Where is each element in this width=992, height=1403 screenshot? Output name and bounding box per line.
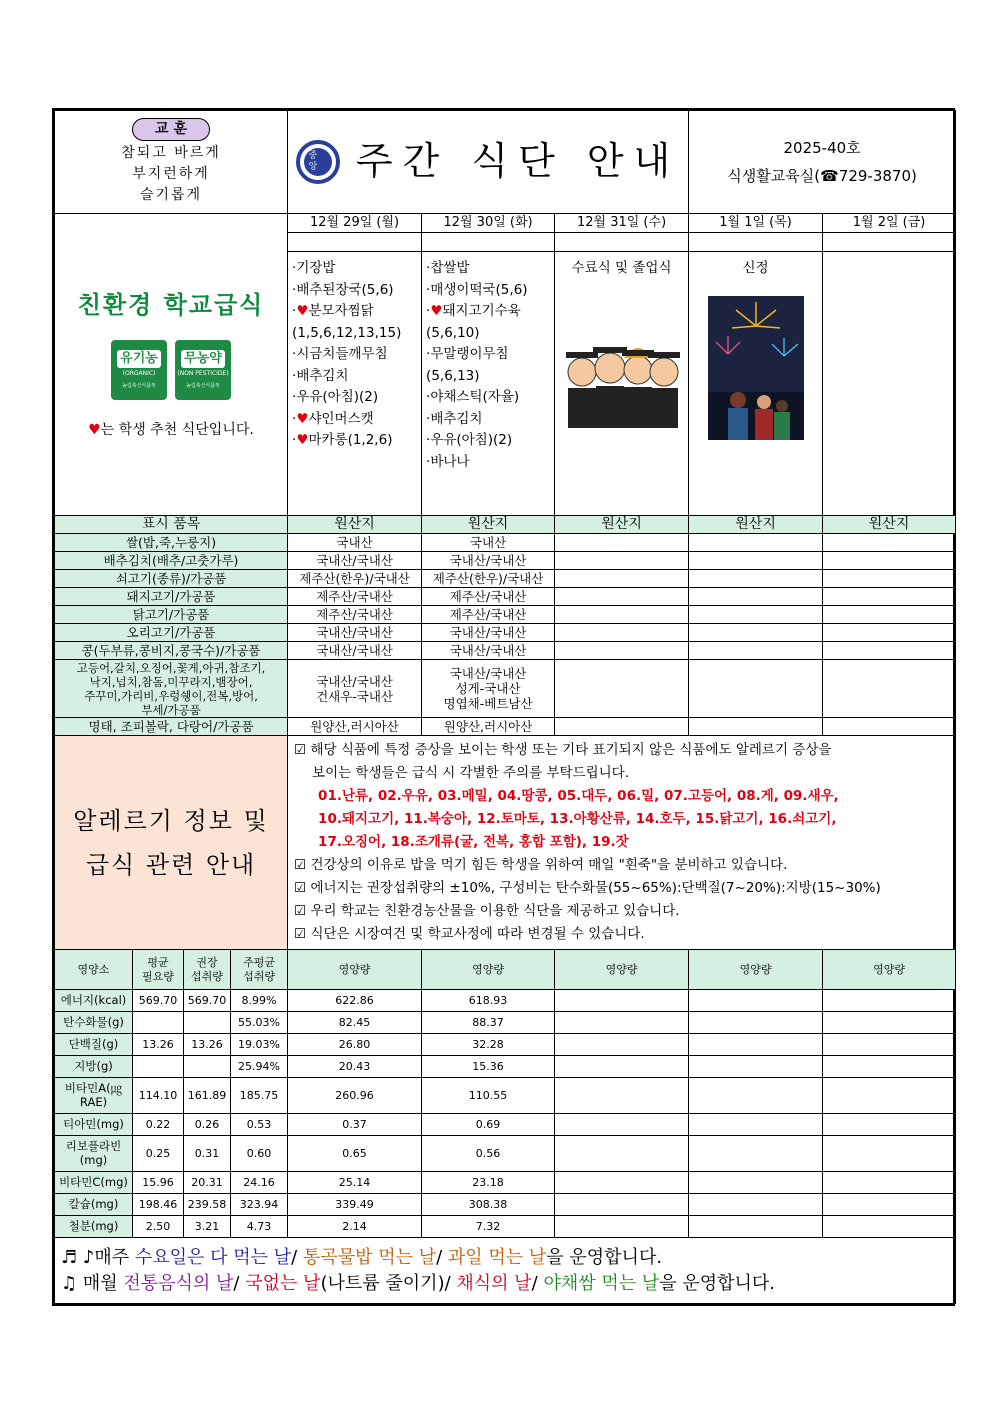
- menu-item: ·매생이떡국(5,6): [426, 281, 528, 298]
- nut-tue: 110.55: [422, 1078, 555, 1114]
- nut-header-fri: 영양량: [823, 950, 956, 990]
- title-cell: [288, 111, 689, 214]
- nut-week: 55.03%: [231, 1012, 288, 1034]
- motto-line-1: 참되고 바르게: [121, 144, 221, 161]
- origin-fish-tue: 국내산/국내산 성게-국내산 명엽채-베트남산: [422, 660, 555, 718]
- day-thu: 1월 1일 (목): [689, 214, 823, 233]
- nut-week: 0.60: [231, 1136, 288, 1172]
- nut-mon: 82.45: [288, 1012, 422, 1034]
- nut-tue: 32.28: [422, 1034, 555, 1056]
- origin-tue: 국내산: [422, 534, 555, 552]
- nut-mon: 339.49: [288, 1194, 422, 1216]
- nutrition-row: [55, 1216, 956, 1238]
- motto-line-3: 슬기롭게: [139, 186, 203, 203]
- origin-row: [55, 588, 956, 606]
- nut-name: 비타민A(㎍ RAE): [55, 1078, 133, 1114]
- menu-tue: [422, 252, 555, 516]
- nut-header-name: 영양소: [55, 950, 133, 990]
- nut-avg: 0.25: [133, 1136, 184, 1172]
- menu-item: ·배추된장국(5,6): [292, 281, 394, 298]
- nut-week: 185.75: [231, 1078, 288, 1114]
- nut-header-tue: 영양량: [422, 950, 555, 990]
- allergy-line-2: ☑ 건강상의 이유로 밥을 먹기 힘든 학생을 위하여 매일 "흰죽"을 분비하고 있습니다.: [294, 857, 788, 873]
- origin-mon: 국내산/국내산: [288, 642, 422, 660]
- origin-row: [55, 552, 956, 570]
- nut-avg: [133, 1056, 184, 1078]
- origin-mon: 국내산/국내산: [288, 552, 422, 570]
- footer-notice: [55, 1238, 956, 1304]
- nut-header-week: 주평균 섭취량: [231, 950, 288, 990]
- nut-tue: 0.69: [422, 1114, 555, 1136]
- nut-avg: [133, 1012, 184, 1034]
- origin-fish-mon: 국내산/국내산 건새우-국내산: [288, 660, 422, 718]
- menu-mon: [288, 252, 422, 516]
- nutrition-row: [55, 1034, 956, 1056]
- origin-mon: 제주산/국내산: [288, 588, 422, 606]
- menu-wed: [555, 252, 689, 516]
- nut-rec: 0.31: [184, 1136, 231, 1172]
- nut-rec: 161.89: [184, 1078, 231, 1114]
- allergy-line-3: ☑ 에너지는 권장섭취량의 ±10%, 구성비는 탄수화물(55~65%):단백질(7~20%):지방(15~30%): [294, 880, 881, 896]
- menu-item: ·♥마카롱(1,2,6): [292, 432, 393, 448]
- menu-item: ·바나나: [426, 453, 470, 470]
- nut-rec: 569.70: [184, 990, 231, 1012]
- origin-item: 배추김치(배추/고춧가루): [55, 552, 288, 570]
- day-fri: 1월 2일 (금): [823, 214, 956, 233]
- school-emblem-icon: 중앙: [296, 140, 340, 184]
- menu-item: ·무말랭이무침: [426, 346, 509, 362]
- nut-tue: 0.56: [422, 1136, 555, 1172]
- nut-rec: 3.21: [184, 1216, 231, 1238]
- nut-name: 철분(mg): [55, 1216, 133, 1238]
- nut-mon: 0.37: [288, 1114, 422, 1136]
- allergy-line-5: ☑ 식단은 시장여건 및 학교사정에 따라 변경될 수 있습니다.: [294, 926, 645, 942]
- menu-item: ·우유(아침)(2): [426, 432, 513, 448]
- nut-tue: 618.93: [422, 990, 555, 1012]
- menu-thu: [689, 252, 823, 516]
- nut-name: 에너지(kcal): [55, 990, 133, 1012]
- nutrition-row: [55, 1012, 956, 1034]
- eco-title: 친환경 학교급식: [77, 290, 265, 319]
- origin-tue: 국내산/국내산: [422, 624, 555, 642]
- nut-tue: 7.32: [422, 1216, 555, 1238]
- nut-rec: 20.31: [184, 1172, 231, 1194]
- origin-fish-item: 고등어,갈치,오징어,꽃게,아귀,참조기, 낙지,넙치,참돔,미꾸라지,뱀장어, 주꾸미,가리비,우렁쉥이,전복,방어, 부세/가공품: [55, 660, 288, 718]
- menu-item: (1,5,6,12,13,15): [292, 324, 402, 341]
- menu-item: ·찹쌀밥: [426, 260, 470, 276]
- nut-week: 24.16: [231, 1172, 288, 1194]
- origin-row: [55, 570, 956, 588]
- nut-mon: 2.14: [288, 1216, 422, 1238]
- origin-item: 닭고기/가공품: [55, 606, 288, 624]
- origin-header-mon: 원산지: [288, 516, 422, 534]
- origin-tue: 제주산/국내산: [422, 606, 555, 624]
- thu-event: 신정: [742, 260, 769, 276]
- menu-item: ·배추김치: [426, 410, 483, 427]
- nut-avg: 569.70: [133, 990, 184, 1012]
- nut-week: 8.99%: [231, 990, 288, 1012]
- allergy-list-2: 10.돼지고기, 11.복숭아, 12.토마토, 13.아황산류, 14.호두, 15.닭고기, 16.쇠고기,: [318, 811, 837, 827]
- allergy-title-2: 급식 관련 안내: [85, 850, 257, 879]
- nut-name: 칼슘(mg): [55, 1194, 133, 1216]
- nut-mon: 26.80: [288, 1034, 422, 1056]
- nut-avg: 2.50: [133, 1216, 184, 1238]
- origin-item: 쌀(밥,죽,누룽지): [55, 534, 288, 552]
- nut-header-thu: 영양량: [689, 950, 823, 990]
- nut-week: 0.53: [231, 1114, 288, 1136]
- nut-rec: [184, 1012, 231, 1034]
- nut-avg: 114.10: [133, 1078, 184, 1114]
- origin-item: 콩(두부류,콩비지,콩국수)/가공품: [55, 642, 288, 660]
- nutrition-row: [55, 1172, 956, 1194]
- menu-item: ·기장밥: [292, 260, 336, 276]
- nut-mon: 25.14: [288, 1172, 422, 1194]
- nut-header-avg: 평균 필요량: [133, 950, 184, 990]
- nut-rec: 0.26: [184, 1114, 231, 1136]
- nutrition-row: [55, 1114, 956, 1136]
- nut-header-rec: 권장 섭취량: [184, 950, 231, 990]
- nut-avg: 0.22: [133, 1114, 184, 1136]
- menu-sheet: [52, 108, 955, 1306]
- nut-tue: 15.36: [422, 1056, 555, 1078]
- nut-name: 단백질(g): [55, 1034, 133, 1056]
- menu-item: ·야채스틱(자율): [426, 389, 520, 405]
- issue-cell: [689, 111, 956, 214]
- origin-pollack-tue: 원양산,러시아산: [422, 718, 555, 736]
- footer-line-1: ♬ ♪매주 수요일은 다 먹는 날/ 통곡물밥 먹는 날/ 과일 먹는 날을 운영합니다.: [61, 1246, 663, 1268]
- menu-item: ·시금치들깨무침: [292, 346, 388, 362]
- menu-item: ·우유(아침)(2): [292, 389, 379, 405]
- nut-mon: 622.86: [288, 990, 422, 1012]
- allergy-title-1: 알레르기 정보 및: [73, 806, 269, 835]
- nut-name: 티아민(mg): [55, 1114, 133, 1136]
- motto-line-2: 부지런하게: [132, 165, 210, 182]
- motto-label: 교 훈: [132, 118, 210, 141]
- office-contact: 식생활교육실(☎729-3870): [727, 167, 917, 185]
- nut-avg: 198.46: [133, 1194, 184, 1216]
- day-wed: 12월 31일 (수): [555, 214, 689, 233]
- origin-tue: 국내산/국내산: [422, 642, 555, 660]
- nutrition-row: [55, 1056, 956, 1078]
- allergy-list-1: 01.난류, 02.우유, 03.메밀, 04.땅콩, 05.대두, 06.밀, 07.고등어, 08.게, 09.새우,: [318, 788, 839, 804]
- nutrition-row: [55, 1194, 956, 1216]
- origin-header-wed: 원산지: [555, 516, 689, 534]
- nut-header-wed: 영양량: [555, 950, 689, 990]
- nut-mon: 0.65: [288, 1136, 422, 1172]
- nut-week: 323.94: [231, 1194, 288, 1216]
- origin-item: 쇠고기(종류)/가공품: [55, 570, 288, 588]
- menu-item: ·♥돼지고기수육: [426, 303, 521, 319]
- day-mon: 12월 29일 (월): [288, 214, 422, 233]
- origin-mon: 제주산/국내산: [288, 606, 422, 624]
- heart-icon: ♥: [88, 421, 101, 438]
- nut-rec: 13.26: [184, 1034, 231, 1056]
- nut-tue: 88.37: [422, 1012, 555, 1034]
- origin-row: [55, 606, 956, 624]
- nutrition-row: [55, 990, 956, 1012]
- motto-cell: [55, 111, 288, 214]
- recommend-note: ♥는 학생 추천 식단입니다.: [88, 421, 254, 438]
- origin-mon: 제주산(한우)/국내산: [288, 570, 422, 588]
- no-pesticide-mark-icon: 무농약 (NON PESTICIDE) 농림축산식품부: [175, 340, 231, 400]
- page-title: 주간 식단 안내: [355, 139, 681, 184]
- wed-event: 수료식 및 졸업식: [571, 260, 672, 276]
- day-tue: 12월 30일 (화): [422, 214, 555, 233]
- nut-week: 4.73: [231, 1216, 288, 1238]
- nut-rec: 239.58: [184, 1194, 231, 1216]
- allergy-list-3: 17.오징어, 18.조개류(굴, 전복, 홍합 포함), 19.잣: [318, 834, 629, 850]
- origin-item: 돼지고기/가공품: [55, 588, 288, 606]
- nut-week: 25.94%: [231, 1056, 288, 1078]
- nut-name: 탄수화물(g): [55, 1012, 133, 1034]
- issue-number: 2025-40호: [783, 139, 861, 157]
- nut-avg: 13.26: [133, 1034, 184, 1056]
- origin-mon: 국내산: [288, 534, 422, 552]
- nut-rec: [184, 1056, 231, 1078]
- origin-row: [55, 534, 956, 552]
- origin-pollack-item: 명태, 조피볼락, 다랑어/가공품: [55, 718, 288, 736]
- menu-item: ·♥샤인머스캣: [292, 410, 374, 427]
- nut-name: 리보플라빈(mg): [55, 1136, 133, 1172]
- nut-name: 지방(g): [55, 1056, 133, 1078]
- allergy-info: [288, 736, 956, 950]
- allergy-line-1: ☑ 해당 식품에 특정 증상을 보이는 학생 또는 기타 표기되지 않은 식품에도 알레르기 증상을: [294, 742, 832, 758]
- new-year-fireworks-icon: [708, 296, 804, 440]
- nut-mon: 20.43: [288, 1056, 422, 1078]
- menu-item: (5,6,13): [426, 367, 480, 384]
- main-table: [54, 110, 956, 1304]
- origin-tue: 제주산(한우)/국내산: [422, 570, 555, 588]
- menu-item: (5,6,10): [426, 324, 480, 341]
- origin-header-item: 표시 품목: [55, 516, 288, 534]
- menu-item: ·배추김치: [292, 367, 349, 384]
- allergy-title-cell: [55, 736, 288, 950]
- origin-row: [55, 642, 956, 660]
- nut-mon: 260.96: [288, 1078, 422, 1114]
- origin-header-thu: 원산지: [689, 516, 823, 534]
- nut-tue: 308.38: [422, 1194, 555, 1216]
- menu-item: ·♥분모자찜닭: [292, 303, 374, 319]
- allergy-line-1b: 보이는 학생들은 급식 시 각별한 주의를 부탁드립니다.: [312, 765, 629, 781]
- organic-mark-icon: 유기농 (ORGANIC) 농림축산식품부: [111, 340, 167, 400]
- origin-tue: 국내산/국내산: [422, 552, 555, 570]
- nut-tue: 23.18: [422, 1172, 555, 1194]
- origin-row: [55, 624, 956, 642]
- nutrition-row: [55, 1078, 956, 1114]
- footer-line-2: ♫ 매월 전통음식의 날/ 국없는 날(나트륨 줄이기)/ 채식의 날/ 야채쌈 먹는 날을 운영합니다.: [61, 1272, 776, 1294]
- origin-mon: 국내산/국내산: [288, 624, 422, 642]
- nut-week: 19.03%: [231, 1034, 288, 1056]
- origin-item: 오리고기/가공품: [55, 624, 288, 642]
- eco-cell: [55, 214, 288, 516]
- origin-tue: 제주산/국내산: [422, 588, 555, 606]
- nut-avg: 15.96: [133, 1172, 184, 1194]
- nut-header-mon: 영양량: [288, 950, 422, 990]
- nutrition-row: [55, 1136, 956, 1172]
- allergy-line-4: ☑ 우리 학교는 친환경농산물을 이용한 식단을 제공하고 있습니다.: [294, 903, 680, 919]
- menu-fri: [823, 252, 956, 516]
- nut-name: 비타민C(mg): [55, 1172, 133, 1194]
- graduation-students-icon: [560, 324, 684, 436]
- origin-pollack-mon: 원양산,러시아산: [288, 718, 422, 736]
- origin-header-tue: 원산지: [422, 516, 555, 534]
- origin-header-fri: 원산지: [823, 516, 956, 534]
